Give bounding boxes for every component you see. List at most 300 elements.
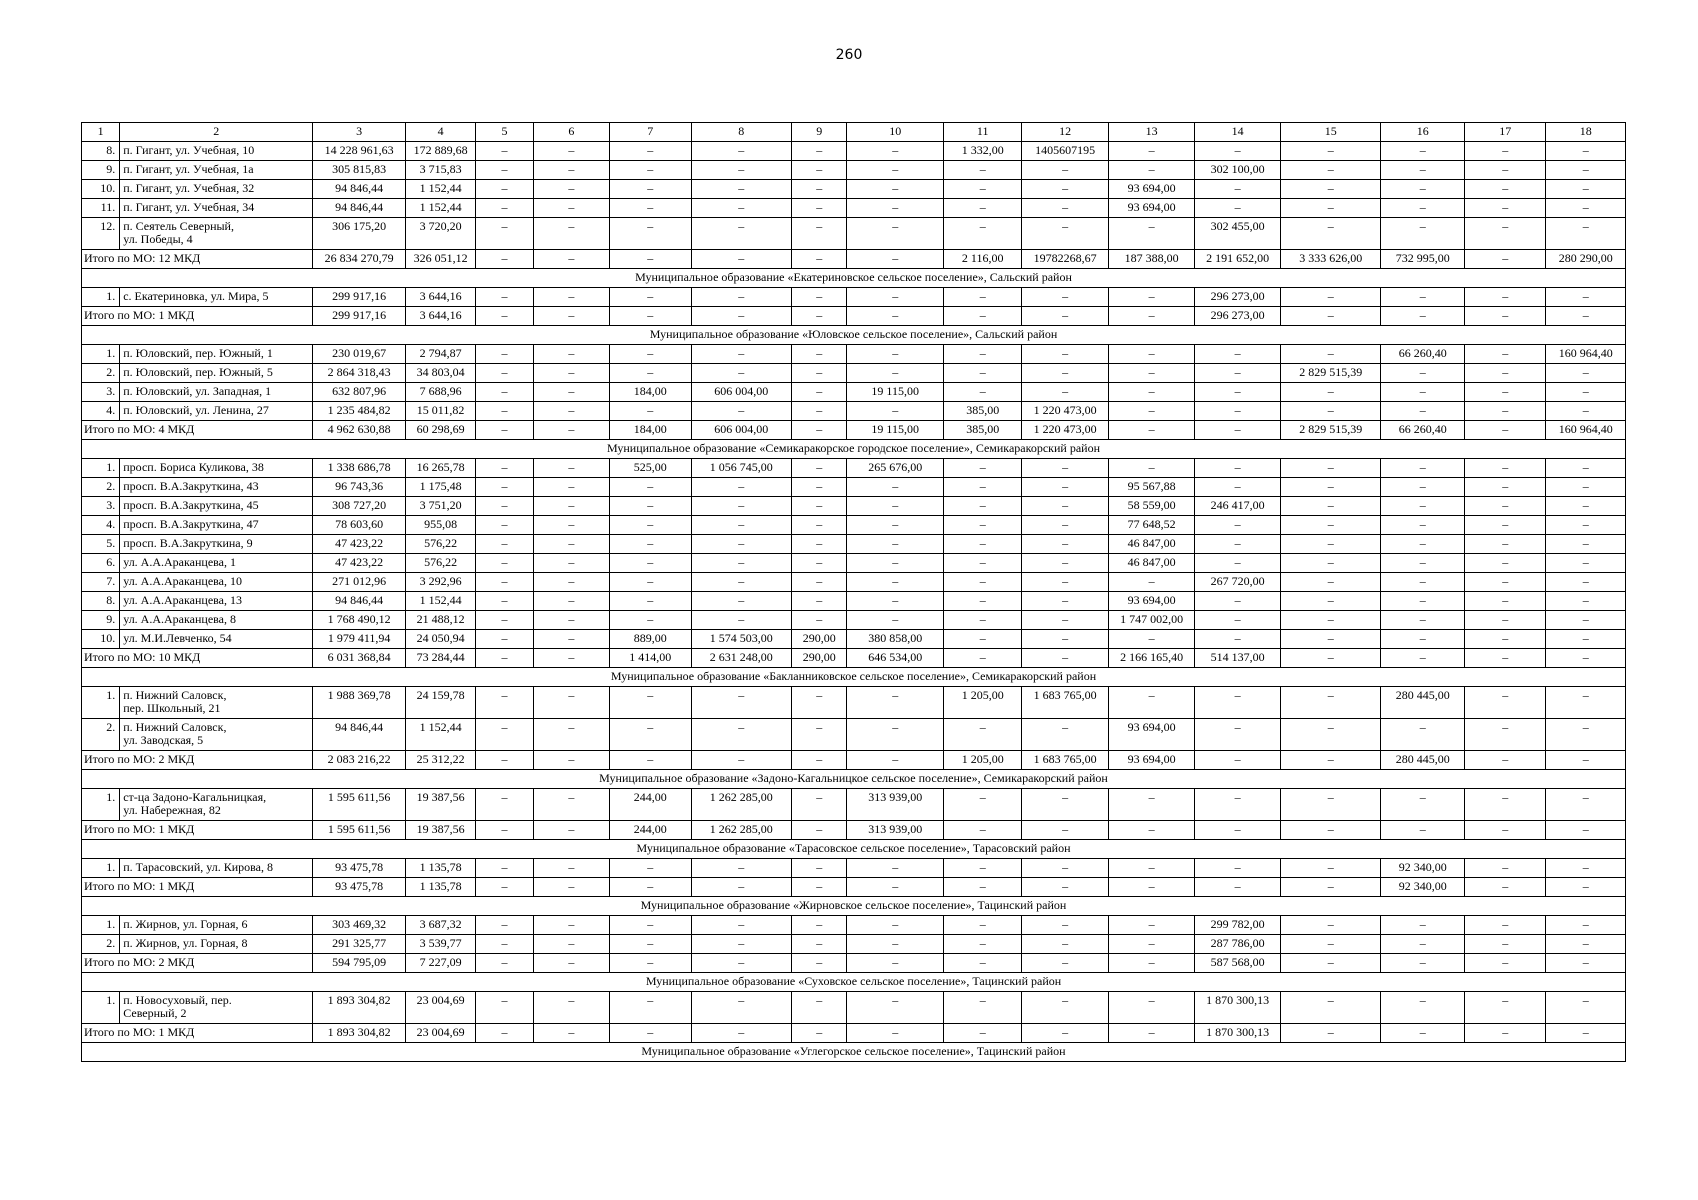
- table-cell: –: [1022, 954, 1109, 973]
- table-cell: –: [1464, 630, 1545, 649]
- row-number: 4.: [82, 516, 120, 535]
- table-cell: –: [476, 751, 533, 770]
- table-cell: –: [610, 402, 691, 421]
- row-number: 2.: [82, 719, 120, 751]
- table-cell: –: [533, 218, 609, 250]
- table-cell: –: [1022, 161, 1109, 180]
- table-cell: –: [610, 478, 691, 497]
- table-cell: –: [1381, 535, 1464, 554]
- table-cell: 2 864 318,43: [313, 364, 406, 383]
- table-cell: –: [1546, 180, 1626, 199]
- section-title: Муниципальное образование «Задоно-Кагальницкое сельское поселение», Семикаракорский район: [82, 770, 1626, 789]
- table-cell: –: [943, 554, 1021, 573]
- table-cell: –: [1022, 878, 1109, 897]
- table-cell: –: [1546, 719, 1626, 751]
- table-cell: –: [792, 364, 847, 383]
- table-cell: –: [533, 180, 609, 199]
- table-cell: 26 834 270,79: [313, 250, 406, 269]
- table-cell: –: [1108, 421, 1195, 440]
- table-cell: 632 807,96: [313, 383, 406, 402]
- table-cell: 1 135,78: [405, 878, 475, 897]
- table-cell: –: [691, 573, 792, 592]
- table-cell: –: [610, 554, 691, 573]
- table-cell: –: [792, 421, 847, 440]
- table-cell: –: [1464, 1024, 1545, 1043]
- table-row: [82, 554, 1626, 573]
- section-title: Муниципальное образование «Семикаракорское городское поселение», Семикаракорский район: [82, 440, 1626, 459]
- table-cell: –: [1546, 954, 1626, 973]
- table-cell: –: [1546, 307, 1626, 326]
- table-cell: –: [847, 516, 944, 535]
- table-cell: –: [610, 859, 691, 878]
- table-cell: 3 539,77: [405, 935, 475, 954]
- table-cell: 732 995,00: [1381, 250, 1464, 269]
- table-cell: –: [476, 516, 533, 535]
- table-cell: –: [1022, 459, 1109, 478]
- table-cell: –: [610, 878, 691, 897]
- table-cell: –: [847, 916, 944, 935]
- table-cell: –: [847, 935, 944, 954]
- table-cell: –: [792, 478, 847, 497]
- table-cell: –: [533, 630, 609, 649]
- table-cell: –: [476, 916, 533, 935]
- table-cell: –: [1195, 421, 1280, 440]
- row-number: 1.: [82, 288, 120, 307]
- table-cell: –: [476, 554, 533, 573]
- table-cell: –: [1464, 789, 1545, 821]
- table-cell: –: [476, 535, 533, 554]
- table-cell: –: [943, 935, 1021, 954]
- address-cell: с. Екатериновка, ул. Мира, 5: [120, 288, 313, 307]
- table-cell: –: [1464, 859, 1545, 878]
- table-cell: –: [476, 1024, 533, 1043]
- address-cell: п. Нижний Саловск, пер. Школьный, 21: [120, 687, 313, 719]
- total-row: [82, 878, 1626, 897]
- section-header-row: [82, 973, 1626, 992]
- table-cell: –: [1381, 954, 1464, 973]
- table-cell: –: [1546, 859, 1626, 878]
- table-cell: –: [792, 250, 847, 269]
- table-cell: –: [610, 199, 691, 218]
- table-cell: –: [476, 954, 533, 973]
- address-cell: ул. А.А.Араканцева, 13: [120, 592, 313, 611]
- table-cell: 587 568,00: [1195, 954, 1280, 973]
- table-cell: –: [1546, 288, 1626, 307]
- table-cell: 1 683 765,00: [1022, 687, 1109, 719]
- table-cell: –: [476, 161, 533, 180]
- table-cell: –: [792, 554, 847, 573]
- table-cell: –: [792, 516, 847, 535]
- table-cell: –: [610, 250, 691, 269]
- table-cell: –: [1464, 421, 1545, 440]
- table-cell: –: [691, 218, 792, 250]
- table-cell: 306 175,20: [313, 218, 406, 250]
- table-cell: –: [476, 402, 533, 421]
- table-cell: 187 388,00: [1108, 250, 1195, 269]
- column-header: 4: [405, 123, 475, 142]
- table-cell: –: [476, 288, 533, 307]
- table-cell: –: [847, 402, 944, 421]
- table-row: [82, 611, 1626, 630]
- table-cell: –: [1381, 218, 1464, 250]
- table-cell: 525,00: [610, 459, 691, 478]
- table-cell: –: [533, 402, 609, 421]
- table-cell: –: [1108, 288, 1195, 307]
- table-row: [82, 497, 1626, 516]
- table-cell: –: [1280, 142, 1381, 161]
- section-title: Муниципальное образование «Суховское сельское поселение», Тацинский район: [82, 973, 1626, 992]
- table-cell: –: [1464, 916, 1545, 935]
- table-cell: –: [1108, 687, 1195, 719]
- table-cell: –: [1280, 719, 1381, 751]
- row-number: 12.: [82, 218, 120, 250]
- table-cell: –: [1195, 687, 1280, 719]
- table-cell: –: [1022, 383, 1109, 402]
- table-cell: 16 265,78: [405, 459, 475, 478]
- table-cell: –: [610, 288, 691, 307]
- table-cell: 230 019,67: [313, 345, 406, 364]
- table-cell: 576,22: [405, 554, 475, 573]
- table-cell: –: [943, 199, 1021, 218]
- table-cell: 58 559,00: [1108, 497, 1195, 516]
- table-cell: –: [1546, 364, 1626, 383]
- table-row: [82, 916, 1626, 935]
- column-header: 1: [82, 123, 120, 142]
- table-cell: –: [1464, 161, 1545, 180]
- table-cell: –: [1381, 142, 1464, 161]
- table-row: [82, 630, 1626, 649]
- table-cell: 7 227,09: [405, 954, 475, 973]
- table-cell: 2 829 515,39: [1280, 364, 1381, 383]
- table-cell: –: [1464, 573, 1545, 592]
- column-header: 8: [691, 123, 792, 142]
- address-cell: просп. В.А.Закруткина, 9: [120, 535, 313, 554]
- table-cell: –: [533, 751, 609, 770]
- table-cell: –: [792, 573, 847, 592]
- table-cell: –: [1280, 878, 1381, 897]
- table-cell: –: [1195, 611, 1280, 630]
- table-cell: –: [476, 573, 533, 592]
- table-cell: –: [610, 218, 691, 250]
- table-cell: –: [847, 687, 944, 719]
- address-cell: п. Жирнов, ул. Горная, 8: [120, 935, 313, 954]
- row-number: 10.: [82, 630, 120, 649]
- table-cell: 1 205,00: [943, 751, 1021, 770]
- table-cell: –: [691, 364, 792, 383]
- data-table: [81, 122, 1626, 1062]
- table-cell: –: [1381, 478, 1464, 497]
- table-cell: –: [1381, 592, 1464, 611]
- section-header-row: [82, 269, 1626, 288]
- table-cell: –: [1381, 288, 1464, 307]
- table-cell: –: [1108, 142, 1195, 161]
- table-cell: –: [533, 611, 609, 630]
- table-cell: –: [1022, 649, 1109, 668]
- column-header: 3: [313, 123, 406, 142]
- table-cell: –: [1108, 630, 1195, 649]
- table-cell: –: [1546, 592, 1626, 611]
- table-cell: –: [1108, 383, 1195, 402]
- table-cell: 3 644,16: [405, 307, 475, 326]
- table-cell: –: [1022, 592, 1109, 611]
- table-cell: –: [792, 161, 847, 180]
- table-cell: –: [792, 859, 847, 878]
- table-cell: –: [1464, 516, 1545, 535]
- table-cell: –: [1022, 859, 1109, 878]
- address-cell: п. Юловский, ул. Западная, 1: [120, 383, 313, 402]
- table-cell: –: [1195, 142, 1280, 161]
- row-number: 1.: [82, 789, 120, 821]
- table-cell: 3 687,32: [405, 916, 475, 935]
- table-cell: –: [1195, 592, 1280, 611]
- total-row: [82, 821, 1626, 840]
- table-cell: –: [1280, 630, 1381, 649]
- table-cell: –: [476, 687, 533, 719]
- table-cell: –: [792, 687, 847, 719]
- table-cell: –: [691, 402, 792, 421]
- table-cell: –: [691, 535, 792, 554]
- table-cell: 1 979 411,94: [313, 630, 406, 649]
- section-header-row: [82, 770, 1626, 789]
- table-cell: –: [533, 364, 609, 383]
- table-cell: 303 469,32: [313, 916, 406, 935]
- table-cell: –: [691, 250, 792, 269]
- table-cell: –: [1022, 630, 1109, 649]
- table-cell: –: [1108, 878, 1195, 897]
- table-cell: –: [792, 402, 847, 421]
- table-cell: –: [1464, 250, 1545, 269]
- column-header: 17: [1464, 123, 1545, 142]
- table-cell: –: [476, 789, 533, 821]
- table-cell: –: [1280, 383, 1381, 402]
- table-cell: –: [533, 821, 609, 840]
- table-cell: –: [533, 789, 609, 821]
- table-cell: –: [1280, 161, 1381, 180]
- table-cell: 955,08: [405, 516, 475, 535]
- table-cell: –: [1464, 478, 1545, 497]
- table-cell: –: [1464, 288, 1545, 307]
- address-cell: п. Жирнов, ул. Горная, 6: [120, 916, 313, 935]
- table-cell: 93 694,00: [1108, 592, 1195, 611]
- table-cell: –: [476, 611, 533, 630]
- table-cell: –: [476, 421, 533, 440]
- table-cell: –: [691, 611, 792, 630]
- table-cell: –: [1195, 345, 1280, 364]
- table-cell: –: [1108, 573, 1195, 592]
- table-cell: –: [1022, 345, 1109, 364]
- table-cell: 291 325,77: [313, 935, 406, 954]
- table-cell: –: [792, 383, 847, 402]
- address-cell: просп. В.А.Закруткина, 47: [120, 516, 313, 535]
- table-cell: –: [610, 935, 691, 954]
- table-cell: 66 260,40: [1381, 421, 1464, 440]
- table-cell: –: [1464, 751, 1545, 770]
- table-cell: –: [847, 497, 944, 516]
- table-cell: –: [533, 161, 609, 180]
- table-cell: 24 159,78: [405, 687, 475, 719]
- table-cell: –: [691, 516, 792, 535]
- table-cell: –: [1381, 307, 1464, 326]
- table-cell: –: [792, 535, 847, 554]
- section-header-row: [82, 840, 1626, 859]
- table-cell: –: [1280, 821, 1381, 840]
- table-cell: –: [1464, 497, 1545, 516]
- row-number: 10.: [82, 180, 120, 199]
- table-cell: –: [1022, 573, 1109, 592]
- table-cell: –: [847, 611, 944, 630]
- table-cell: –: [610, 161, 691, 180]
- table-cell: –: [476, 250, 533, 269]
- table-cell: –: [691, 199, 792, 218]
- table-cell: 302 100,00: [1195, 161, 1280, 180]
- table-cell: –: [1195, 180, 1280, 199]
- table-cell: 313 939,00: [847, 821, 944, 840]
- table-cell: –: [1381, 935, 1464, 954]
- table-cell: –: [1546, 916, 1626, 935]
- table-cell: 96 743,36: [313, 478, 406, 497]
- row-number: 1.: [82, 916, 120, 935]
- table-cell: –: [1464, 592, 1545, 611]
- table-cell: –: [1022, 288, 1109, 307]
- table-cell: –: [1381, 554, 1464, 573]
- table-cell: –: [1280, 687, 1381, 719]
- table-cell: 280 445,00: [1381, 687, 1464, 719]
- table-cell: –: [943, 180, 1021, 199]
- table-cell: –: [691, 859, 792, 878]
- table-cell: –: [1546, 218, 1626, 250]
- table-cell: –: [691, 554, 792, 573]
- table-cell: –: [1381, 199, 1464, 218]
- table-cell: –: [1022, 218, 1109, 250]
- total-row: [82, 307, 1626, 326]
- table-cell: 305 815,83: [313, 161, 406, 180]
- table-cell: –: [1108, 345, 1195, 364]
- table-cell: –: [1108, 218, 1195, 250]
- table-cell: –: [792, 288, 847, 307]
- row-number: 4.: [82, 402, 120, 421]
- table-cell: 290,00: [792, 630, 847, 649]
- table-cell: –: [1280, 497, 1381, 516]
- table-cell: –: [691, 954, 792, 973]
- table-cell: –: [847, 554, 944, 573]
- table-cell: 1 262 285,00: [691, 789, 792, 821]
- table-cell: –: [1195, 630, 1280, 649]
- table-cell: –: [943, 459, 1021, 478]
- row-number: 8.: [82, 592, 120, 611]
- table-cell: –: [1280, 859, 1381, 878]
- table-cell: –: [1464, 649, 1545, 668]
- table-cell: 1 683 765,00: [1022, 751, 1109, 770]
- table-cell: –: [1546, 383, 1626, 402]
- column-header: 6: [533, 123, 609, 142]
- table-cell: –: [476, 478, 533, 497]
- table-cell: –: [691, 916, 792, 935]
- table-cell: –: [943, 307, 1021, 326]
- table-cell: –: [1195, 383, 1280, 402]
- table-cell: –: [533, 345, 609, 364]
- table-cell: –: [1546, 611, 1626, 630]
- table-cell: 296 273,00: [1195, 307, 1280, 326]
- table-cell: –: [1381, 364, 1464, 383]
- table-cell: –: [847, 1024, 944, 1043]
- table-cell: 23 004,69: [405, 992, 475, 1024]
- table-cell: –: [847, 478, 944, 497]
- table-cell: –: [1280, 751, 1381, 770]
- table-cell: 646 534,00: [847, 649, 944, 668]
- table-cell: –: [1280, 199, 1381, 218]
- total-label: Итого по МО: 10 МКД: [82, 649, 313, 668]
- table-cell: –: [1022, 497, 1109, 516]
- total-label: Итого по МО: 2 МКД: [82, 751, 313, 770]
- table-cell: –: [1464, 954, 1545, 973]
- table-cell: 1 574 503,00: [691, 630, 792, 649]
- table-cell: –: [533, 935, 609, 954]
- table-cell: –: [691, 161, 792, 180]
- table-cell: –: [1464, 218, 1545, 250]
- table-cell: –: [792, 611, 847, 630]
- column-header: 2: [120, 123, 313, 142]
- table-cell: 1 414,00: [610, 649, 691, 668]
- table-row: [82, 161, 1626, 180]
- table-cell: –: [1546, 992, 1626, 1024]
- table-cell: 326 051,12: [405, 250, 475, 269]
- table-cell: –: [847, 161, 944, 180]
- table-cell: 3 333 626,00: [1280, 250, 1381, 269]
- table-cell: 47 423,22: [313, 535, 406, 554]
- table-cell: 299 917,16: [313, 307, 406, 326]
- table-cell: –: [792, 935, 847, 954]
- table-cell: –: [792, 199, 847, 218]
- table-cell: 280 445,00: [1381, 751, 1464, 770]
- table-cell: –: [533, 459, 609, 478]
- table-cell: 2 116,00: [943, 250, 1021, 269]
- table-cell: 172 889,68: [405, 142, 475, 161]
- table-cell: –: [1022, 307, 1109, 326]
- table-cell: –: [533, 859, 609, 878]
- table-cell: –: [1381, 402, 1464, 421]
- table-cell: –: [533, 516, 609, 535]
- table-cell: 1 747 002,00: [1108, 611, 1195, 630]
- table-cell: –: [533, 992, 609, 1024]
- table-cell: 2 191 652,00: [1195, 250, 1280, 269]
- total-row: [82, 649, 1626, 668]
- table-cell: –: [943, 535, 1021, 554]
- table-cell: –: [847, 719, 944, 751]
- table-cell: –: [847, 573, 944, 592]
- table-cell: –: [847, 364, 944, 383]
- table-cell: –: [1546, 573, 1626, 592]
- table-cell: –: [691, 878, 792, 897]
- table-cell: –: [1280, 1024, 1381, 1043]
- table-cell: –: [1195, 719, 1280, 751]
- table-cell: –: [792, 878, 847, 897]
- table-cell: –: [792, 345, 847, 364]
- table-row: [82, 516, 1626, 535]
- table-cell: –: [610, 307, 691, 326]
- table-cell: 2 794,87: [405, 345, 475, 364]
- table-cell: –: [1280, 992, 1381, 1024]
- table-cell: 93 694,00: [1108, 751, 1195, 770]
- table-cell: –: [691, 719, 792, 751]
- table-cell: –: [1022, 180, 1109, 199]
- table-cell: –: [533, 1024, 609, 1043]
- address-cell: просп. Бориса Куликова, 38: [120, 459, 313, 478]
- table-cell: –: [1022, 516, 1109, 535]
- table-cell: –: [1464, 719, 1545, 751]
- table-cell: –: [610, 916, 691, 935]
- table-cell: –: [1464, 554, 1545, 573]
- table-cell: –: [476, 459, 533, 478]
